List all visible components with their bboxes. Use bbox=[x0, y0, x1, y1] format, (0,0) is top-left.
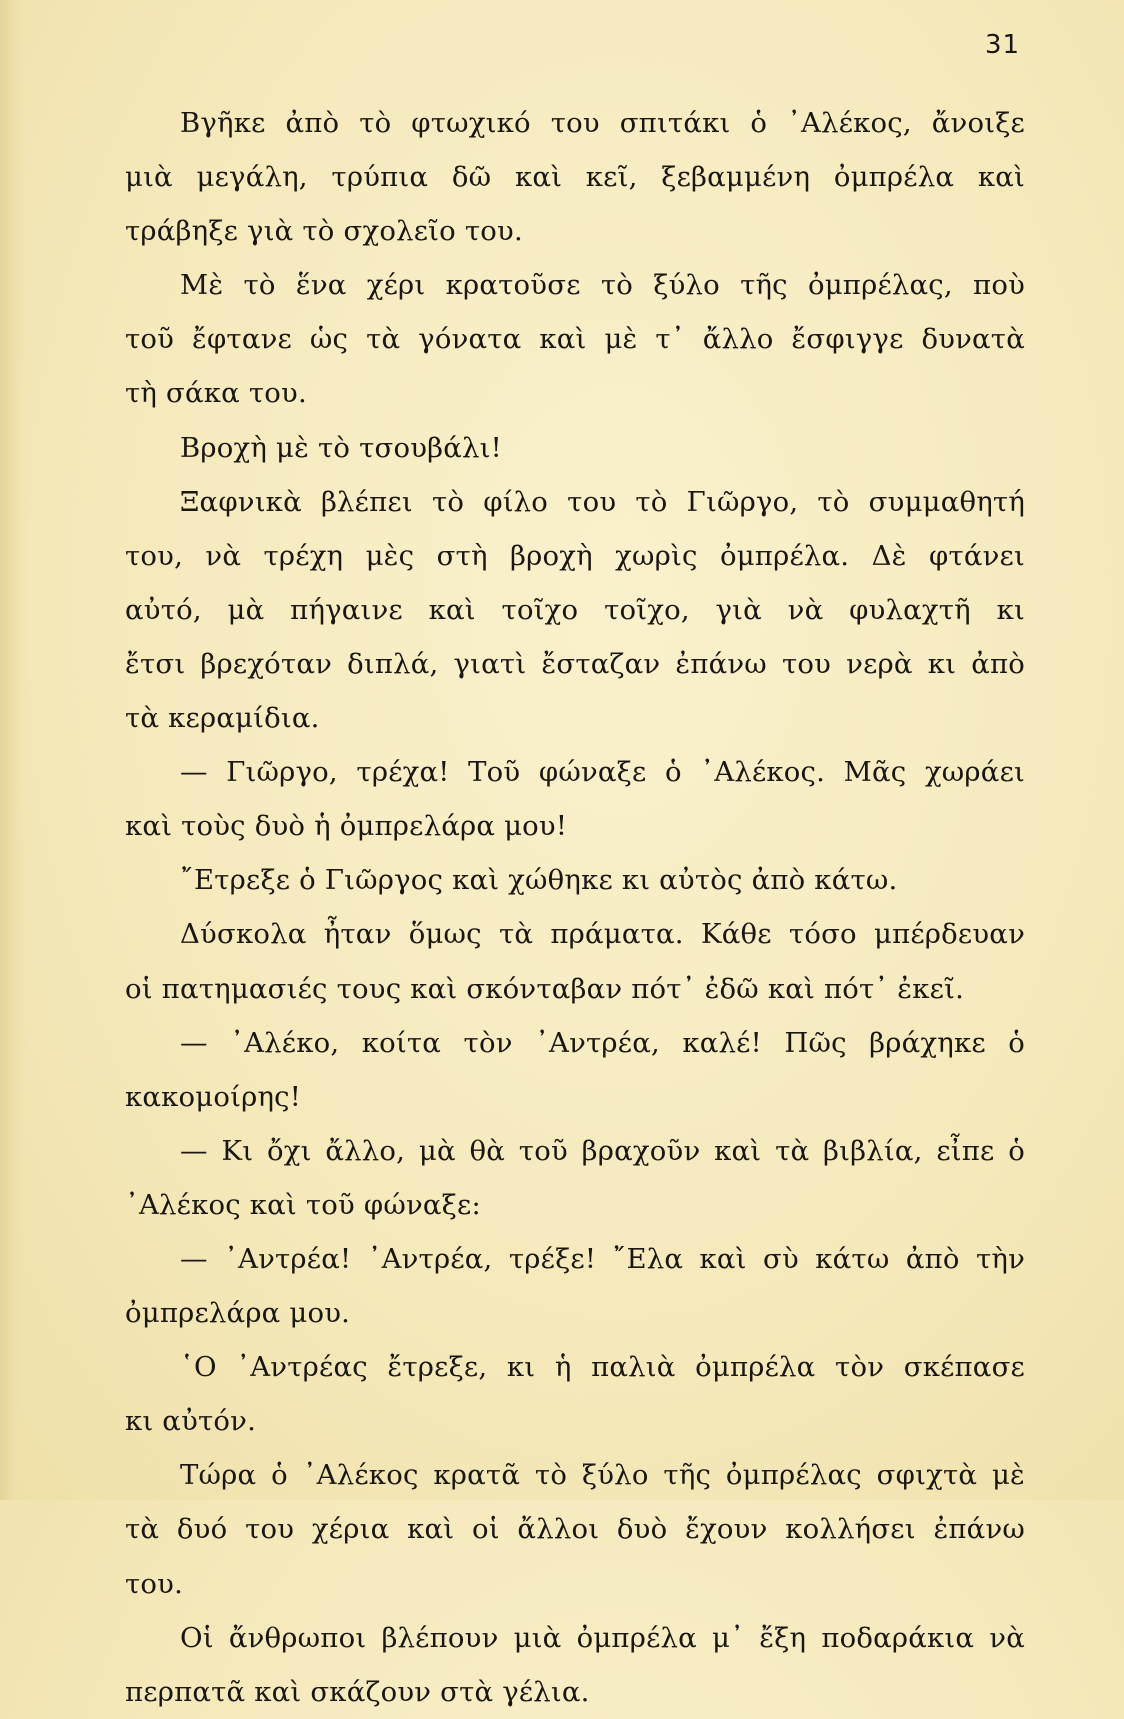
text-line: τράβηξε γιὰ τὸ σχολεῖο του. bbox=[125, 215, 523, 248]
text-line: ἔτσι βρεχόταν διπλά, γιατὶ ἔσταζαν ἐπάνω του νερὰ κι ἀπὸ bbox=[125, 647, 1025, 680]
text-line: — ᾿Αλέκο, κοίτα τὸν ᾿Αντρέα, καλέ! Πῶς βράχηκε ὁ bbox=[180, 1026, 1025, 1059]
text-line: ῾Ο ᾿Αντρέας ἔτρεξε, κι ἡ παλιὰ ὀμπρέλα τὸν σκέπασε bbox=[180, 1351, 1025, 1384]
text-line: Τώρα ὁ ᾿Αλέκος κρατᾶ τὸ ξύλο τῆς ὀμπρέλας σφιχτὰ μὲ bbox=[180, 1459, 1025, 1492]
text-line: — ᾿Αντρέα! ᾿Αντρέα, τρέξε! ῎Ελα καὶ σὺ κάτω ἀπὸ τὴν bbox=[180, 1242, 1025, 1275]
text-line: μιὰ μεγάλη, τρύπια δῶ καὶ κεῖ, ξεβαμμένη ὀμπρέλα καὶ bbox=[125, 161, 1025, 194]
text-line: — Κι ὄχι ἄλλο, μὰ θὰ τοῦ βραχοῦν καὶ τὰ βιβλία, εἶπε ὁ bbox=[180, 1134, 1025, 1167]
text-line: Βροχὴ μὲ τὸ τσουβάλι! bbox=[180, 431, 502, 464]
text-line: οἱ πατημασιές τους καὶ σκόνταβαν πότ᾿ ἐδῶ καὶ πότ᾿ ἐκεῖ. bbox=[125, 972, 965, 1005]
text-line: τὰ δυό του χέρια καὶ οἱ ἄλλοι δυὸ ἔχουν κολλήσει ἐπάνω bbox=[125, 1513, 1025, 1546]
text-line: περπατᾶ καὶ σκάζουν στὰ γέλια. bbox=[125, 1675, 590, 1708]
text-line: αὐτό, μὰ πήγαινε καὶ τοῖχο τοῖχο, γιὰ νὰ φυλαχτῆ κι bbox=[125, 593, 1025, 626]
text-line: τοῦ ἔφτανε ὡς τὰ γόνατα καὶ μὲ τ᾿ ἄλλο ἔσφιγγε δυνατὰ bbox=[125, 323, 1025, 356]
text-line: Βγῆκε ἀπὸ τὸ φτωχικό του σπιτάκι ὁ ᾿Αλέκος, ἄνοιξε bbox=[180, 107, 1025, 139]
page-gutter-shadow bbox=[0, 0, 26, 1500]
text-line: τὰ κεραμίδια. bbox=[125, 702, 320, 735]
page-number: 31 bbox=[985, 30, 1021, 60]
text-line: κι αὐτόν. bbox=[125, 1405, 257, 1438]
text-line: κακομοίρης! bbox=[125, 1080, 302, 1113]
story-text bbox=[125, 96, 1025, 1719]
text-line: Οἱ ἄνθρωποι βλέπουν μιὰ ὀμπρέλα μ᾿ ἔξη ποδαράκια νὰ bbox=[180, 1621, 1025, 1654]
text-line: ῎Ετρεξε ὁ Γιῶργος καὶ χώθηκε κι αὐτὸς ἀπὸ κάτω. bbox=[180, 864, 898, 897]
text-line: ὀμπρελάρα μου. bbox=[125, 1297, 351, 1330]
text-line: Μὲ τὸ ἕνα χέρι κρατοῦσε τὸ ξύλο τῆς ὀμπρέλας, ποὺ bbox=[180, 269, 1025, 302]
text-line: καὶ τοὺς δυὸ ἡ ὀμπρελάρα μου! bbox=[125, 810, 568, 843]
text-line: του, νὰ τρέχη μὲς στὴ βροχὴ χωρὶς ὀμπρέλα. Δὲ φτάνει bbox=[125, 539, 1025, 572]
text-line: Ξαφνικὰ βλέπει τὸ φίλο του τὸ Γιῶργο, τὸ συμμαθητή bbox=[180, 485, 1025, 518]
text-line: του. bbox=[125, 1567, 184, 1600]
text-line: — Γιῶργο, τρέχα! Τοῦ φώναξε ὁ ᾿Αλέκος. Μᾶς χωράει bbox=[180, 756, 1025, 789]
text-line: ᾿Αλέκος καὶ τοῦ φώναξε: bbox=[125, 1188, 481, 1221]
text-line: τὴ σάκα του. bbox=[125, 377, 307, 410]
text-line: Δύσκολα ἦταν ὅμως τὰ πράματα. Κάθε τόσο μπέρδευαν bbox=[180, 918, 1025, 951]
